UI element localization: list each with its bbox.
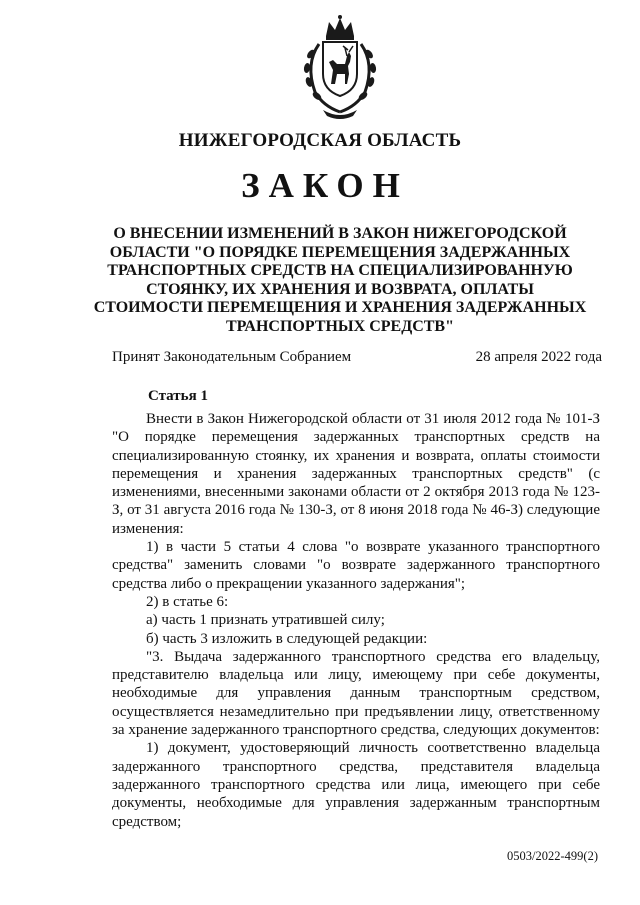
paragraph: 1) документ, удостоверяющий личность соответственно владельца задержанного транспортного средства, представителя владельца задержанного транспортного средства или лица, имеющего при себе документы, необходимые для управления задержанным транспортным средством; — [112, 740, 600, 830]
document-type: ЗАКОН — [241, 166, 409, 205]
paragraph: Внести в Закон Нижегородской области от 31 июля 2012 года № 101-З "О порядке перемещения задержанных транспортных средств на специализированную стоянку, их хранения и возврата, оплаты стоимости перемещения и хранения задержанных транспортных средств" (с изменениями, внесенными законами области от 2 октября 2013 года № 123-З, от 31 августа 2016 года № 130-З, от 8 июня 2018 года № 46-З) следующие изменения: — [112, 411, 600, 537]
paragraph: 1) в части 5 статьи 4 слова "о возврате указанного транспортного средства" заменить словами "о возврате задержанного транспортного средства либо о прекращении указанного задержания"; — [112, 539, 600, 592]
adopted-by: Принят Законодательным Собранием — [112, 349, 352, 365]
coat-of-arms-icon — [293, 14, 387, 120]
article-heading: Статья 1 — [148, 388, 208, 404]
paragraph: а) часть 1 признать утратившей силу; — [146, 612, 385, 629]
region-name: НИЖЕГОРОДСКАЯ ОБЛАСТЬ — [178, 130, 462, 151]
article-body — [112, 410, 600, 831]
adoption-date: 28 апреля 2022 года — [475, 349, 602, 365]
paragraph: б) часть 3 изложить в следующей редакции: — [146, 630, 428, 647]
law-title: О ВНЕСЕНИИ ИЗМЕНЕНИЙ В ЗАКОН НИЖЕГОРОДСКОЙ ОБЛАСТИ "О ПОРЯДКЕ ПЕРЕМЕЩЕНИЯ ЗАДЕРЖАННЫХ ТРАНСПОРТНЫХ СРЕДСТВ НА СПЕЦИАЛИЗИРОВАННУЮ СТОЯНКУ, ИХ ХРАНЕНИЯ И ВОЗВРАТА, ОПЛАТЫ СТОИМОСТИ ПЕРЕМЕЩЕНИЯ И ХРАНЕНИЯ ЗАДЕРЖАННЫХ ТРАНСПОРТНЫХ СРЕДСТВ" — [93, 225, 587, 335]
paragraph: "3. Выдача задержанного транспортного средства его владельцу, представителю владельца или лицу, имеющему при себе документы, необходимые для управления данным транспортным средством, осуществляется незамедлительно при предъявлении лицу, ответственному за хранение задержанного транспортного средства, следующих документов: — [112, 648, 600, 739]
paragraph: 2) в статье 6: — [146, 593, 229, 610]
document-number: 0503/2022-499(2) — [507, 849, 598, 863]
